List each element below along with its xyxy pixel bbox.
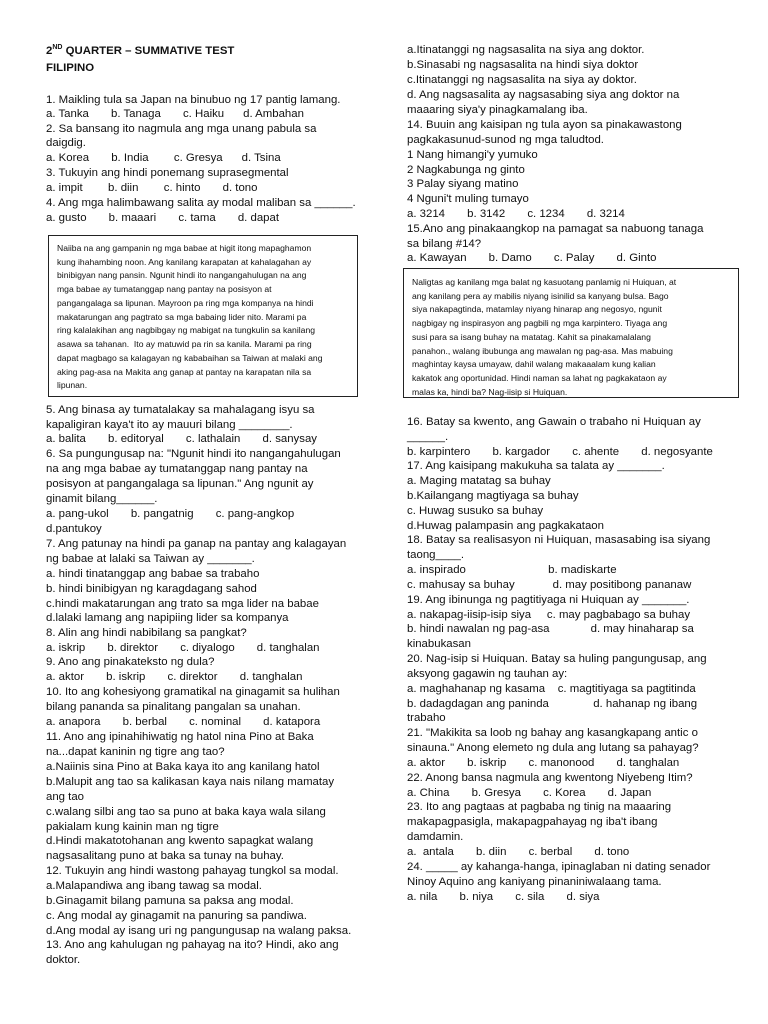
choice-line: a. Maging matatag sa buhay bbox=[407, 475, 551, 487]
passage-line: nagbigay ng inspirasyon ang pagbili ng mga karpintero. Tiyaga ang bbox=[412, 318, 668, 328]
choice-line: b.Ginagamit bilang pamuna sa paksa ang modal. bbox=[46, 895, 294, 907]
question-line: ginamit bilang______. bbox=[46, 493, 158, 505]
choice-line: d.lalaki lamang ang napipiing lider sa kompanya bbox=[46, 612, 289, 624]
choice-line: c. mahusay sa buhay d. may positibong pananaw bbox=[407, 579, 692, 591]
choice-line: a.Naiinis sina Pino at Baka kaya ito ang kanilang hatol bbox=[46, 761, 320, 773]
question-line: 3. Tukuyin ang hindi ponemang suprasegmental bbox=[46, 167, 289, 179]
passage-line: lipunan. bbox=[57, 380, 88, 390]
question-line: 23. Ito ang pagtaas at pagbaba ng tinig na maaaring bbox=[407, 801, 672, 813]
question-line: 8. Alin ang hindi nabibilang sa pangkat? bbox=[46, 627, 247, 639]
choice-line: a. pang-ukol b. pangatnig c. pang-angkop bbox=[46, 508, 295, 520]
subject-title: FILIPINO bbox=[46, 62, 95, 74]
passage-box-huiquan bbox=[403, 268, 739, 398]
question-line: 12. Tukuyin ang hindi wastong pahayag tungkol sa modal. bbox=[46, 865, 339, 877]
question-line: 21. "Makikita sa loob ng bahay ang kasangkapang antic o bbox=[407, 727, 698, 739]
question-line: 14. Buuin ang kaisipan ng tula ayon sa pinakawastong bbox=[407, 119, 682, 131]
choice-line: b. karpintero b. kargador c. ahente d. negosyante bbox=[407, 446, 713, 458]
passage-line: pangangalaga sa lipunan. Mayroon pa ring mga kompanya na hindi bbox=[57, 298, 314, 308]
question-line: na ang mga babae ay tumatanggap nang pantay na bbox=[46, 463, 308, 475]
choice-line: maaaring siya'y pinagkamalang iba. bbox=[407, 104, 588, 116]
passage-line: ang kanilang pera ay mabilis niyang isinilid sa kanyang bulsa. Bago bbox=[412, 290, 669, 301]
choice-line: b. hindi binibigyan ng karagdagang sahod bbox=[46, 583, 257, 595]
choice-line: c. Ang modal ay ginagamit na panuring sa pandiwa. bbox=[46, 910, 307, 922]
choice-line: a. inspirado b. madiskarte bbox=[407, 564, 617, 576]
question-line: 18. Batay sa realisasyon ni Huiquan, masasabing isa siyang bbox=[407, 534, 711, 546]
question-line: 9. Ano ang pinakateksto ng dula? bbox=[46, 656, 215, 668]
question-line: kapaligiran kaya't ito ay mauuri bilang ________. bbox=[46, 419, 293, 431]
poem-line: 3 Palay siyang matino bbox=[407, 178, 519, 190]
passage-box-taiwan bbox=[48, 235, 358, 397]
choice-line: b.Sinasabi ng nagsasalita na hindi siya doktor bbox=[407, 59, 639, 71]
choice-line: a. aktor b. iskrip c. manonood d. tanghalan bbox=[407, 757, 680, 769]
choice-line: pakialam kung kainin man ng tigre bbox=[46, 821, 219, 833]
test-title: 2ND QUARTER – SUMMATIVE TEST bbox=[46, 44, 235, 57]
choice-line: a. hindi tinatanggap ang babae sa trabaho bbox=[46, 568, 260, 580]
question-line: 19. Ang ibinunga ng pagtitiyaga ni Huiquan ay _______. bbox=[407, 594, 690, 606]
question-line: 10. Ito ang kohesiyong gramatikal na ginagamit sa hulihan bbox=[46, 686, 340, 698]
choice-line: a. nila b. niya c. sila d. siya bbox=[407, 891, 600, 903]
choice-line: trabaho bbox=[407, 712, 446, 724]
question-line: daigdig. bbox=[46, 137, 86, 149]
choice-line: nagsasalitang puno at baka sa tunay na buhay. bbox=[46, 850, 284, 862]
question-line: bilang pananda sa pinalitang pangalan sa unahan. bbox=[46, 701, 301, 713]
passage-line: mga babae ay tumatanggap nang pantay na posisyon at bbox=[57, 284, 272, 294]
choice-line: a. China b. Gresya c. Korea d. Japan bbox=[407, 787, 652, 799]
passage-line: kakatok ang oportunidad. Hindi naman sa lahat ng pagkakataon ay bbox=[412, 373, 667, 383]
question-line: posisyon at pangangalaga sa lipunan." Ang ngunit ay bbox=[46, 478, 314, 490]
question-line: 22. Anong bansa nagmula ang kwentong Niyebeng Itim? bbox=[407, 772, 693, 784]
choice-line: a. nakapag-iisip-isip siya c. may pagbabago sa buhay bbox=[407, 609, 691, 621]
choice-line: b. hindi nawalan ng pag-asa d. may hinaharap sa bbox=[407, 623, 694, 635]
question-line: pagkakasunud-sunod ng mga taludtod. bbox=[407, 134, 604, 146]
choice-line: a. 3214 b. 3142 c. 1234 d. 3214 bbox=[407, 208, 625, 220]
passage-line: susi para sa isang buhay na matatag. Kahit sa pinakamalalang bbox=[412, 332, 651, 342]
question-line: 13. Ano ang kahulugan ng pahayag na ito? Hindi, ako ang bbox=[46, 939, 339, 951]
question-line: 15.Ano ang pinakaangkop na pamagat sa nabuong tanaga bbox=[407, 223, 704, 235]
question-line: aksyong gagawin ng tauhan ay: bbox=[407, 668, 568, 680]
passage-line: Naiiba na ang gampanin ng mga babae at higit itong mapaghamon bbox=[57, 243, 312, 253]
choice-line: a. aktor b. iskrip c. direktor d. tanghalan bbox=[46, 671, 303, 683]
passage-line: maghintay kaysa umayaw, dahil walang makaaalam kung kalian bbox=[412, 359, 656, 369]
choice-line: a. maghahanap ng kasama c. magtitiyaga sa pagtitinda bbox=[407, 683, 696, 695]
passage-line: Naligtas ag kanilang mga balat ng kasuotang panlamig ni Huiquan, at bbox=[412, 277, 677, 287]
question-line: na...dapat kaninin ng tigre ang tao? bbox=[46, 746, 225, 758]
passage-line: panahon., walang ibubunga ang mawalan ng pag-asa. Mas mabuing bbox=[412, 345, 673, 356]
choice-line: d.Huwag palampasin ang pagkakataon bbox=[407, 520, 604, 532]
choice-line: a. Korea b. India c. Gresya d. Tsina bbox=[46, 152, 281, 164]
poem-line: 1 Nang himangi'y yumuko bbox=[407, 149, 538, 161]
choice-line: a.Malapandiwa ang ibang tawag sa modal. bbox=[46, 880, 262, 892]
poem-line: 4 Nguni't muling tumayo bbox=[407, 193, 529, 205]
choice-line: a. iskrip b. direktor c. diyalogo d. tanghalan bbox=[46, 642, 320, 654]
choice-line: b.Malupit ang tao sa kalikasan kaya nais nilang mamatay bbox=[46, 776, 335, 788]
poem-line: 2 Nagkabunga ng ginto bbox=[407, 164, 525, 176]
choice-line: b. dadagdagan ang paninda d. hahanap ng ibang bbox=[407, 698, 698, 710]
question-line: sa bilang #14? bbox=[407, 238, 482, 250]
passage-line: kung ihahambing noon. Ang kanilang karapatan at kahalagahan ay bbox=[57, 256, 312, 267]
passage-line: siya nakapagtinda, matamlay niyang hinarap ang negosyo, ngunit bbox=[412, 304, 662, 314]
choice-line: c.walang silbi ang tao sa puno at baka kaya wala silang bbox=[46, 806, 326, 818]
question-line: 24. _____ ay kahanga-hanga, ipinaglaban ni dating senador bbox=[407, 861, 711, 873]
passage-line: dapat magbago sa kalagayan ng kababaihan sa Taiwan at malaki ang bbox=[57, 353, 323, 363]
question-line: Ninoy Aquino ang kaniyang pinaniniwalaang tama. bbox=[407, 876, 662, 888]
choice-line: a.Itinatanggi ng nagsasalita na siya ang doktor. bbox=[407, 44, 645, 56]
question-line: doktor. bbox=[46, 954, 81, 966]
question-line: 5. Ang binasa ay tumatalakay sa mahalagang isyu sa bbox=[46, 404, 315, 416]
question-line: ng babae at lalaki sa Taiwan ay _______. bbox=[46, 553, 255, 565]
choice-line: a. Tanka b. Tanaga c. Haiku d. Ambahan bbox=[46, 108, 304, 120]
question-line: sinauna." Anong elemeto ng dula ang lutang sa pahayag? bbox=[407, 742, 699, 754]
choice-line: a. anapora b. berbal c. nominal d. katapora bbox=[46, 716, 321, 728]
passage-line: malas ka, hindi ba? Nag-iisip si Huiquan. bbox=[412, 386, 568, 397]
passage-line: aking pag-asa na Makita ang ganap at pantay na karapatan nila sa bbox=[57, 366, 312, 377]
choice-line: kinabukasan bbox=[407, 638, 471, 650]
passage-line: ring kalalakihan ang nagbibgay ng mabigat na tungkulin sa kanilang bbox=[57, 325, 315, 335]
choice-line: a. impit b. diin c. hinto d. tono bbox=[46, 182, 258, 194]
choice-line: d.pantukoy bbox=[46, 523, 102, 535]
passage-line: binibigyan nang pansin. Ngunit hindi ito nangangahulugan na ang bbox=[57, 270, 307, 280]
question-line: ______. bbox=[407, 431, 449, 443]
choice-line: c. Huwag susuko sa buhay bbox=[407, 505, 544, 517]
passage-line: asawa sa tahanan. Ito ay matuwid pa rin sa kanila. Marami pa ring bbox=[57, 339, 312, 349]
question-line: 7. Ang patunay na hindi pa ganap na pantay ang kalagayan bbox=[46, 538, 347, 550]
choice-line: a. antala b. diin c. berbal d. tono bbox=[407, 846, 630, 858]
choice-line: c.Itinatanggi ng nagsasalita na siya ay doktor. bbox=[407, 74, 637, 86]
choice-line: a. balita b. editoryal c. lathalain d. sanysay bbox=[46, 433, 317, 445]
question-line: makapagpasigla, makapagpahayag ng iba't ibang bbox=[407, 816, 658, 828]
question-line: 11. Ano ang ipinahihiwatig ng hatol nina Pino at Baka bbox=[46, 731, 314, 743]
choice-line: ang tao bbox=[46, 791, 85, 803]
passage-line: makatarungan ang pagtrato sa mga babaing lider nito. Marami pa bbox=[57, 311, 307, 322]
question-line: 20. Nag-isip si Huiquan. Batay sa huling pangungusap, ang bbox=[407, 653, 707, 665]
question-line: 16. Batay sa kwento, ang Gawain o trabaho ni Huiquan ay bbox=[407, 416, 701, 428]
question-line: 17. Ang kaisipang makukuha sa talata ay _______. bbox=[407, 460, 665, 472]
question-line: damdamin. bbox=[407, 831, 464, 843]
question-line: 4. Ang mga halimbawang salita ay modal maliban sa ______. bbox=[46, 197, 356, 209]
choice-line: a. gusto b. maaari c. tama d. dapat bbox=[46, 212, 279, 224]
choice-line: b.Kailangang magtiyaga sa buhay bbox=[407, 490, 579, 502]
question-line: 6. Sa pungungusap na: "Ngunit hindi ito nangangahulugan bbox=[46, 448, 341, 460]
choice-line: d.Hindi makatotohanan ang kwento sapagkat walang bbox=[46, 835, 314, 847]
choice-line: d.Ang modal ay isang uri ng pangungusap na walang paksa. bbox=[46, 925, 352, 937]
question-line: 2. Sa bansang ito nagmula ang mga unang pabula sa bbox=[46, 123, 317, 135]
choice-line: a. Kawayan b. Damo c. Palay d. Ginto bbox=[407, 252, 657, 264]
choice-line: d. Ang nagsasalita ay nagsasabing siya ang doktor na bbox=[407, 89, 680, 101]
choice-line: c.hindi makatarungan ang trato sa mga lider na babae bbox=[46, 598, 319, 610]
question-line: 1. Maikling tula sa Japan na binubuo ng 17 pantig lamang. bbox=[46, 94, 341, 106]
question-line: taong____. bbox=[407, 549, 465, 561]
